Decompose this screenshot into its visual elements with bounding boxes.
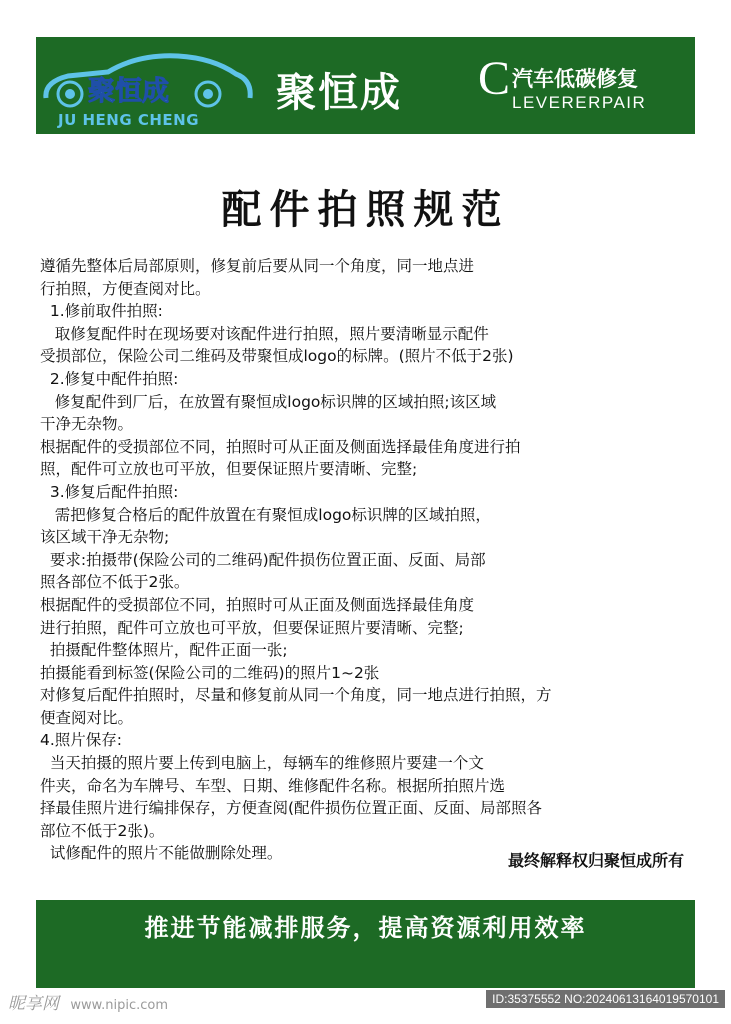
- body-line: 1.修前取件拍照:: [40, 302, 163, 321]
- footer-banner: [36, 900, 695, 988]
- body-line: 取修复配件时在现场要对该配件进行拍照，照片要清晰显示配件: [40, 324, 489, 343]
- body-line: 要求:拍摄带(保险公司的二维码)配件损伤位置正面、反面、局部: [40, 550, 486, 569]
- body-line: 该区域干净无杂物;: [40, 528, 170, 547]
- body-line: 2.修复中配件拍照:: [40, 369, 179, 388]
- watermark-site-url: www.nipic.com: [70, 998, 169, 1013]
- body-line: 便查阅对比。: [40, 708, 134, 727]
- body-line: 4.照片保存:: [40, 731, 123, 750]
- body-line: 修复配件到厂后，在放置有聚恒成logo标识牌的区域拍照;该区域: [40, 392, 497, 411]
- body-line: 对修复后配件拍照时，尽量和修复前从同一个角度，同一地点进行拍照，方: [40, 686, 552, 705]
- logo-name: 聚恒成: [88, 76, 169, 107]
- body-line: 件夹，命名为车牌号、车型、日期、维修配件名称。根据所拍照片选: [40, 776, 506, 795]
- body-line: 试修配件的照片不能做删除处理。: [40, 844, 283, 863]
- body-line: 受损部位，保险公司二维码及带聚恒成logo的标牌。(照片不低于2张): [40, 347, 514, 366]
- body-line: 择最佳照片进行编排保存，方便查阅(配件损伤位置正面、反面、局部照各: [40, 799, 543, 818]
- document-body: [40, 255, 702, 865]
- watermark-site: [8, 989, 168, 1014]
- document-title: 配件拍照规范: [221, 187, 510, 233]
- footnote: 最终解释权归聚恒成所有: [507, 851, 684, 870]
- body-line: 根据配件的受损部位不同，拍照时可从正面及侧面选择最佳角度: [40, 595, 475, 614]
- watermark-image-id: ID:35375552 NO:20240613164019570101: [486, 990, 725, 1008]
- brand-tagline: 汽车低碳修复: [512, 67, 638, 91]
- body-line: 照各部位不低于2张。: [40, 573, 190, 592]
- header-banner: [36, 37, 695, 134]
- body-line: 行拍照，方便查阅对比。: [40, 279, 211, 298]
- body-line: 遵循先整体后局部原则，修复前后要从同一个角度，同一地点进: [40, 257, 475, 275]
- brand-english-name: LEVERERPAIR: [512, 93, 647, 112]
- body-line: 需把修复合格后的配件放置在有聚恒成logo标识牌的区域拍照，: [40, 505, 491, 524]
- brand-title: 聚恒成: [276, 70, 402, 116]
- tagline-initial: C: [478, 52, 511, 105]
- footer-slogan: 推进节能减排服务，提高资源利用效率: [144, 913, 587, 942]
- brand-logo: [38, 52, 254, 134]
- watermark-site-name: 昵享网: [8, 994, 59, 1014]
- body-line: 进行拍照，配件可立放也可平放，但要保证照片要清晰、完整;: [40, 618, 464, 637]
- body-line: 干净无杂物。: [40, 415, 134, 434]
- body-line: 拍摄能看到标签(保险公司的二维码)的照片1~2张: [40, 663, 380, 682]
- body-line: 3.修复后配件拍照:: [40, 482, 179, 501]
- body-line: 拍摄配件整体照片，配件正面一张;: [40, 641, 288, 660]
- body-line: 当天拍摄的照片要上传到电脑上，每辆车的维修照片要建一个文: [40, 754, 484, 773]
- logo-subtitle: JU HENG CHENG: [58, 111, 200, 129]
- body-line: 根据配件的受损部位不同，拍照时可从正面及侧面选择最佳角度进行拍: [40, 437, 521, 456]
- body-line: 照，配件可立放也可平放，但要保证照片要清晰、完整;: [40, 460, 418, 479]
- body-line: 部位不低于2张)。: [40, 821, 165, 840]
